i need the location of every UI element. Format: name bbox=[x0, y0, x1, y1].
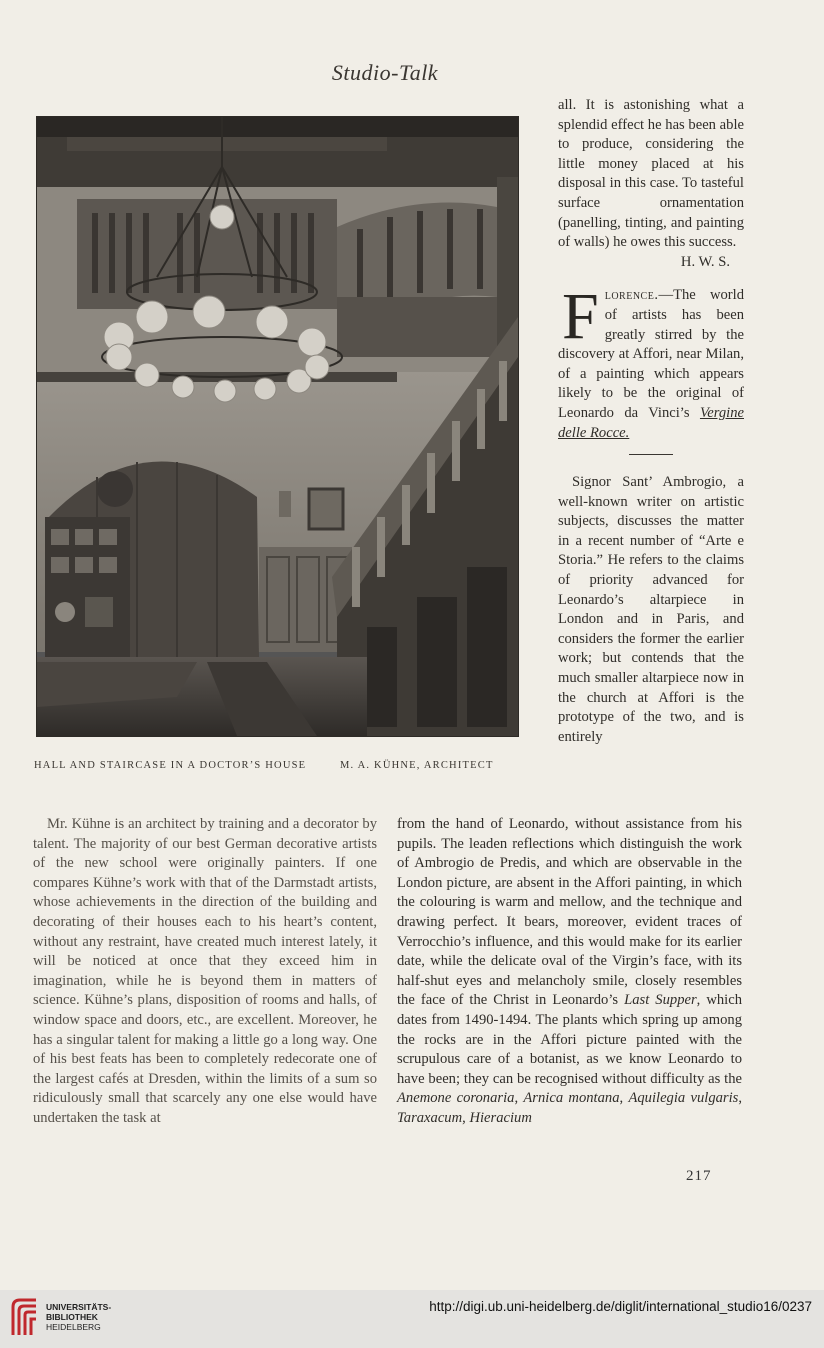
florence-text: —The world of artists has been greatly stirred by the discovery at Affori, near Milan, of a painting which appears likely to be the original of Leonardo da Vinci’s bbox=[558, 287, 744, 421]
left-column-bottom bbox=[33, 815, 377, 1129]
italic-plant-name: Anemone coronaria bbox=[397, 1090, 515, 1107]
paragraph-leonardo-attribution bbox=[397, 815, 742, 1129]
page-number: 217 bbox=[686, 1168, 712, 1184]
text-run: , bbox=[619, 1090, 629, 1107]
source-url-link[interactable]: http://digi.ub.uni-heidelberg.de/diglit/international_studio16/0237 bbox=[429, 1299, 812, 1314]
paragraph-kuhne-architect: Mr. Kühne is an architect by training and a decorator by talent. The majority of our best German decorative artists of the new school were originally painters. If one compares Kühne’s work with that of the Darmstadt artists, whose achievements in the direction of the building and decorating of their houses each to his heart’s content, without any restraint, have created much interest lately, it will be noticed at once that they exceed him in imagination, while he is beyond them in matters of science. Kühne’s plans, disposition of rooms and halls, of window space and doors, etc., are excellent. Moreover, he has a singular talent for making a little go a long way. One of his best feats has been to completely redecorate one of the largest cafés at Dresden, within the limits of a sum so ridiculously small that scarcely any one else would have undertaken the task at bbox=[33, 816, 377, 1126]
drop-cap: F bbox=[562, 280, 599, 354]
right-column-top bbox=[558, 96, 744, 747]
library-name-line: HEIDELBERG bbox=[46, 1322, 101, 1332]
paragraph-florence bbox=[558, 280, 744, 443]
right-column-bottom bbox=[397, 815, 742, 1129]
figure-caption-architect: M. A. KÜHNE, ARCHITECT bbox=[340, 760, 494, 771]
library-name bbox=[46, 1302, 111, 1332]
running-header: Studio-Talk bbox=[331, 60, 439, 85]
painting-title: Vergine delle Rocce. bbox=[558, 404, 744, 441]
library-name-line: UNIVERSITÄTS- bbox=[46, 1302, 112, 1312]
florence-lead: lorence. bbox=[604, 287, 659, 304]
figure-caption-title: HALL AND STAIRCASE IN A DOCTOR’S HOUSE bbox=[34, 760, 307, 771]
text-run: , bbox=[514, 1090, 524, 1107]
photo-illustration bbox=[37, 117, 518, 736]
hall-staircase-photograph bbox=[36, 116, 519, 737]
italic-plant-name: Aquilegia vulgaris bbox=[628, 1090, 739, 1107]
italic-title: Last Supper bbox=[624, 992, 697, 1009]
library-name-line: BIBLIOTHEK bbox=[46, 1312, 98, 1322]
university-library-logo-icon[interactable] bbox=[10, 1297, 40, 1337]
text-run: from the hand of Leonardo, without assistance from his pupils. The leaden reflections which distinguish the work of Ambrogio de Predis, and which are observable in the London picture, are absent in the Affori painting, in which the colouring is warm and mellow, and the technique and drawing perfect. It bears, moreover, evident traces of Verrocchio’s influence, and this would make for its earlier date, while the delicate oval of the Virgin’s face, with its half-shut eyes and melancholy smile, closely resembles the face of the Christ in Leonardo’s bbox=[397, 816, 742, 1009]
paragraph-kuhne-conclusion: all. It is astonishing what a splendid effect he has been able to produce, considering the little money placed at his disposal in this case. To tasteful surface ornamentation (panelling, tinting, and painting of walls) he owes this success. bbox=[558, 97, 744, 251]
author-signature: H. W. S. bbox=[680, 253, 730, 270]
text-run: , bbox=[462, 1109, 470, 1126]
italic-plant-name: Arnica montana bbox=[523, 1090, 620, 1107]
italic-plant-name: Hieracium bbox=[469, 1109, 532, 1126]
text-run: , which dates from 1490-1494. The plants which spring up among the rocks are in the Affori picture painted with the scrupulous care of a botanist, as we know Leonardo to have been; they can be recognised without difficulty as the bbox=[397, 992, 743, 1087]
text-run: , bbox=[738, 1090, 742, 1107]
italic-plant-name: Taraxacum bbox=[397, 1109, 463, 1126]
paragraph-sant-ambrogio: Signor Sant’ Ambrogio, a well-known writer on artistic subjects, discusses the matter in a recent number of “Arte e Storia.” He refers to the claims of priority advanced for Leonardo’s altarpiece in London and in Paris, and considers the former the earlier work; but contends that the much smaller altarpiece now in the church at Affori is the prototype of the two, and is entirely bbox=[558, 474, 744, 745]
section-divider bbox=[629, 454, 673, 455]
